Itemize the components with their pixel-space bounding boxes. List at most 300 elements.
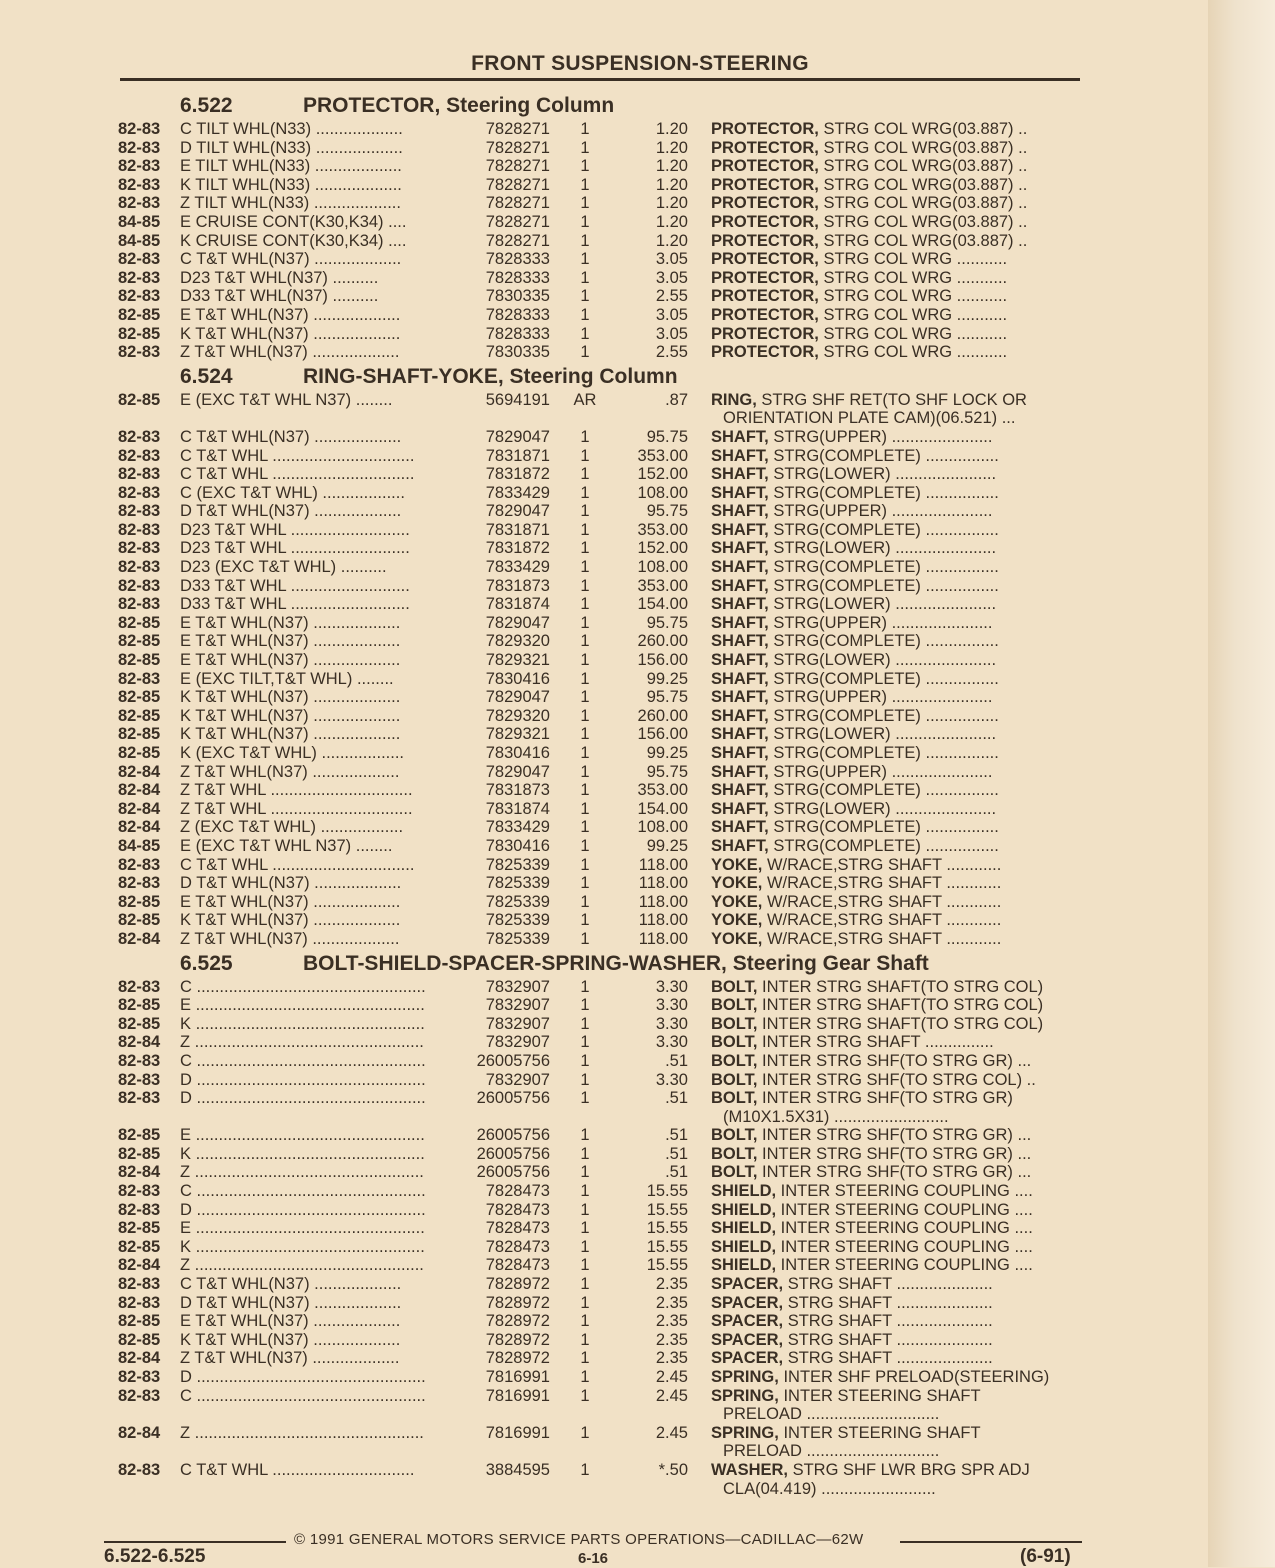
table-row (118, 250, 1080, 269)
section-title (118, 365, 1080, 391)
model-years: 82-83 (118, 120, 161, 138)
model-years: 82-85 (118, 632, 161, 651)
part-number: 7825339 (485, 911, 550, 930)
quantity: 1 (580, 911, 590, 930)
price: 3.30 (655, 996, 688, 1015)
application: E T&T WHL(N37) ................... (180, 632, 401, 651)
price: 2.35 (655, 1275, 688, 1294)
part-number: 7828972 (485, 1312, 550, 1331)
table-row (118, 651, 1080, 670)
application: Z .................................................. (180, 1256, 424, 1275)
application: K (EXC T&T WHL) .................. (180, 744, 405, 762)
description (711, 744, 1079, 763)
price: 95.75 (646, 427, 688, 446)
description (711, 930, 1079, 949)
description (711, 996, 1079, 1015)
section-name-main: PROTECTOR, (303, 94, 441, 117)
table-row (118, 670, 1080, 689)
table-row (118, 978, 1080, 997)
description-head: PROTECTOR, (711, 157, 819, 176)
part-number: 7832907 (485, 1070, 550, 1089)
description-head: RING, (711, 390, 757, 409)
part-number: 7832907 (485, 977, 550, 996)
description-head: SPRING, (711, 1423, 779, 1442)
description (711, 763, 1079, 782)
quantity: 1 (580, 465, 590, 484)
section-number: 6.524 (180, 364, 233, 388)
part-number: 7831872 (485, 539, 550, 558)
price: 99.25 (646, 836, 688, 855)
application: D T&T WHL(N37) ................... (180, 1293, 402, 1312)
description-text: STRG COL WRG(03.887) .. (818, 120, 1028, 138)
description-head: SHAFT, (711, 576, 769, 595)
description-continuation: PRELOAD ............................. (723, 1405, 940, 1424)
part-number: 7832907 (485, 1014, 550, 1033)
application: D23 T&T WHL(N37) .......... (180, 268, 379, 287)
application: Z T&T WHL(N37) ................... (180, 762, 400, 781)
model-years: 84-85 (118, 836, 161, 855)
description-text: STRG(LOWER) ...................... (768, 651, 997, 670)
model-years: 82-84 (118, 799, 161, 818)
part-number: 7833429 (485, 818, 550, 837)
description-head: SHIELD, (711, 1200, 777, 1219)
description (711, 800, 1079, 819)
description-head: SPACER, (711, 1275, 784, 1294)
table-row (118, 194, 1080, 213)
description-text: STRG(COMPLETE) ................ (768, 669, 999, 688)
application: C .................................................. (180, 1386, 426, 1405)
model-years: 82-83 (118, 427, 161, 446)
description-head: PROTECTOR, (711, 305, 819, 324)
model-years: 84-85 (118, 231, 161, 250)
footer-section-range: 6.522-6.525 (104, 1546, 206, 1567)
description-head: PROTECTOR, (711, 138, 819, 157)
table-row (118, 1312, 1080, 1331)
application: C .................................................. (180, 1182, 426, 1201)
application: E .................................................. (180, 1126, 425, 1145)
quantity: 1 (580, 929, 590, 948)
quantity: 1 (580, 268, 590, 287)
part-number: 7825339 (485, 892, 550, 911)
application: D33 T&T WHL .......................... (180, 576, 410, 595)
quantity: 1 (580, 669, 590, 688)
model-years: 82-85 (118, 1237, 161, 1256)
model-years: 82-85 (118, 651, 161, 670)
table-row (118, 325, 1080, 344)
price: 15.55 (646, 1219, 688, 1238)
quantity: 1 (580, 483, 590, 502)
application: K T&T WHL(N37) ................... (180, 1330, 401, 1349)
price: 152.00 (637, 539, 688, 558)
application: D .................................................. (180, 1368, 426, 1386)
description (711, 502, 1079, 521)
price: 2.35 (655, 1349, 688, 1368)
model-years: 82-84 (118, 781, 161, 800)
description (711, 1033, 1079, 1052)
description-text: INTER STEERING COUPLING .... (776, 1219, 1033, 1238)
part-number: 7832907 (485, 996, 550, 1015)
application: K T&T WHL(N37) ................... (180, 324, 401, 343)
table-row (118, 1182, 1080, 1201)
part-number: 7829321 (485, 651, 550, 670)
description-head: BOLT, (711, 1051, 758, 1070)
footer-copyright: © 1991 GENERAL MOTORS SERVICE PARTS OPERATIONS—CADILLAC—62W (294, 1531, 864, 1548)
table-row (118, 157, 1080, 176)
application: K .................................................. (180, 1144, 425, 1163)
description-continuation-row (118, 409, 1080, 428)
table-row (118, 287, 1080, 306)
description-text: INTER STRG SHAFT ............... (757, 1033, 994, 1052)
price: *.50 (658, 1460, 688, 1479)
description-head: SHAFT, (711, 669, 769, 688)
price: 2.45 (655, 1423, 688, 1442)
table-row (118, 176, 1080, 195)
price: 108.00 (637, 483, 688, 502)
model-years: 82-83 (118, 250, 161, 269)
description-text: STRG COL WRG(03.887) .. (818, 194, 1028, 213)
price: 1.20 (655, 212, 688, 231)
table-row (118, 632, 1080, 651)
application: Z T&T WHL(N37) ................... (180, 1349, 400, 1368)
price: 154.00 (637, 595, 688, 614)
section-name-main: BOLT-SHIELD-SPACER-SPRING-WASHER, (303, 951, 727, 975)
price: 15.55 (646, 1200, 688, 1219)
description-text: INTER STRG SHAFT(TO STRG COL) (757, 1014, 1044, 1033)
table-row (118, 707, 1080, 726)
part-number: 7828271 (485, 175, 550, 194)
model-years: 82-83 (118, 855, 161, 874)
model-years: 82-83 (118, 558, 161, 577)
application: D33 T&T WHL .......................... (180, 595, 410, 614)
description-head: SPRING, (711, 1368, 779, 1386)
model-years: 82-85 (118, 688, 161, 707)
model-years: 82-85 (118, 996, 161, 1015)
model-years: 82-84 (118, 1163, 161, 1182)
description (711, 1461, 1079, 1480)
quantity: 1 (580, 287, 590, 306)
description-head: SHAFT, (711, 465, 769, 484)
quantity: 1 (580, 1349, 590, 1368)
description-head: WASHER, (711, 1460, 789, 1479)
description-head: BOLT, (711, 1089, 758, 1108)
table-row (118, 1256, 1080, 1275)
description (711, 651, 1079, 670)
description-head: SPACER, (711, 1330, 784, 1349)
description-text: STRG(LOWER) ...................... (768, 799, 997, 818)
description-continuation-row (118, 1480, 1080, 1499)
model-years: 82-83 (118, 539, 161, 558)
table-row (118, 874, 1080, 893)
description-text: STRG(COMPLETE) ................ (768, 744, 999, 762)
part-number: 7831873 (485, 576, 550, 595)
price: 1.20 (655, 157, 688, 176)
quantity: 1 (580, 558, 590, 577)
description (711, 632, 1079, 651)
table-row (118, 1219, 1080, 1238)
application: E CRUISE CONT(K30,K34) .... (180, 212, 407, 231)
footer-page-number: 6-16 (578, 1550, 609, 1567)
price: 2.35 (655, 1293, 688, 1312)
quantity: 1 (580, 120, 590, 138)
description-head: SPACER, (711, 1293, 784, 1312)
part-number: 26005756 (476, 1051, 550, 1070)
table-row (118, 1331, 1080, 1350)
model-years: 82-83 (118, 874, 161, 893)
part-number: 7828333 (485, 268, 550, 287)
section-name (303, 365, 678, 389)
model-years: 82-83 (118, 175, 161, 194)
model-years: 82-83 (118, 1051, 161, 1070)
model-years: 82-84 (118, 1033, 161, 1052)
table-row (118, 1126, 1080, 1145)
application: Z .................................................. (180, 1033, 424, 1052)
part-number: 7816991 (485, 1386, 550, 1405)
quantity: 1 (580, 725, 590, 744)
quantity: 1 (580, 818, 590, 837)
quantity: 1 (580, 1126, 590, 1145)
quantity: 1 (580, 1051, 590, 1070)
quantity: 1 (580, 744, 590, 762)
part-number: 7829047 (485, 427, 550, 446)
part-number: 7829047 (485, 762, 550, 781)
description-continuation-row (118, 1405, 1080, 1424)
part-number: 7829320 (485, 632, 550, 651)
quantity: 1 (580, 1293, 590, 1312)
application: Z T&T WHL(N37) ................... (180, 929, 400, 948)
footer-rule-right (900, 1541, 1082, 1543)
description-text: INTER STEERING COUPLING .... (776, 1200, 1033, 1219)
description (711, 978, 1079, 997)
section-title (118, 952, 1080, 978)
quantity: 1 (580, 1182, 590, 1201)
table-row (118, 911, 1080, 930)
description-head: SHAFT, (711, 446, 769, 465)
price: 353.00 (637, 520, 688, 539)
description-head: SHAFT, (711, 799, 769, 818)
part-number: 7833429 (485, 483, 550, 502)
description (711, 1349, 1079, 1368)
price: 2.35 (655, 1312, 688, 1331)
price: 95.75 (646, 688, 688, 707)
application: C TILT WHL(N33) ................... (180, 120, 403, 138)
quantity: 1 (580, 799, 590, 818)
application: C T&T WHL(N37) ................... (180, 250, 402, 269)
description-text: STRG COL WRG ........... (818, 287, 1008, 306)
application: Z T&T WHL ............................... (180, 781, 413, 800)
price: 1.20 (655, 231, 688, 250)
description (711, 595, 1079, 614)
description-text: STRG COL WRG ........... (818, 324, 1008, 343)
description-text: INTER STEERING SHAFT (778, 1423, 981, 1442)
description-head: PROTECTOR, (711, 324, 819, 343)
part-number: 7828473 (485, 1182, 550, 1201)
price: 260.00 (637, 706, 688, 725)
table-row (118, 484, 1080, 503)
application: E T&T WHL(N37) ................... (180, 651, 401, 670)
application: C T&T WHL(N37) ................... (180, 427, 402, 446)
price: .51 (665, 1089, 688, 1108)
table-row (118, 1294, 1080, 1313)
description (711, 911, 1079, 930)
quantity: 1 (580, 343, 590, 362)
description (711, 614, 1079, 633)
price: 156.00 (637, 651, 688, 670)
application: C T&T WHL ............................... (180, 855, 415, 874)
table-row (118, 1275, 1080, 1294)
price: 156.00 (637, 725, 688, 744)
application: K TILT WHL(N33) ................... (180, 175, 402, 194)
description-head: SHAFT, (711, 688, 769, 707)
description-head: SHAFT, (711, 651, 769, 670)
table-row (118, 800, 1080, 819)
application: Z .................................................. (180, 1163, 424, 1182)
price: 15.55 (646, 1182, 688, 1201)
description-text: STRG(COMPLETE) ................ (768, 818, 999, 837)
model-years: 82-84 (118, 1256, 161, 1275)
part-number: 7832907 (485, 1033, 550, 1052)
section-title (118, 94, 1080, 120)
description (711, 707, 1079, 726)
description-text: STRG COL WRG ........... (818, 250, 1008, 269)
table-row (118, 1424, 1080, 1443)
price: .87 (665, 390, 688, 409)
table-row (118, 306, 1080, 325)
description (711, 670, 1079, 689)
price: 15.55 (646, 1256, 688, 1275)
price: 2.45 (655, 1386, 688, 1405)
part-number: 7828271 (485, 157, 550, 176)
table-row (118, 1089, 1080, 1108)
description (711, 1126, 1079, 1145)
header-rule (120, 78, 1080, 81)
section-name (303, 94, 614, 118)
description-text: STRG COL WRG(03.887) .. (818, 157, 1028, 176)
description-text: INTER STEERING COUPLING .... (776, 1182, 1033, 1201)
description-head: SHAFT, (711, 595, 769, 614)
part-number: 7828972 (485, 1330, 550, 1349)
description-head: BOLT, (711, 1014, 758, 1033)
table-row (118, 818, 1080, 837)
section-name-sub: Steering Gear Shaft (732, 951, 929, 975)
description (711, 287, 1079, 306)
description-head: PROTECTOR, (711, 287, 819, 306)
quantity: 1 (580, 1423, 590, 1442)
description-head: SHAFT, (711, 558, 769, 577)
footer-rule-left (104, 1541, 286, 1543)
application: K T&T WHL(N37) ................... (180, 725, 401, 744)
model-years: 82-83 (118, 1460, 161, 1479)
table-row (118, 856, 1080, 875)
description-text: STRG(COMPLETE) ................ (768, 781, 999, 800)
quantity: 1 (580, 324, 590, 343)
part-number: 7831873 (485, 781, 550, 800)
description (711, 250, 1079, 269)
quantity: 1 (580, 1089, 590, 1108)
quantity: 1 (580, 1460, 590, 1479)
table-row (118, 744, 1080, 763)
model-years: 82-83 (118, 446, 161, 465)
description-text: STRG COL WRG(03.887) .. (818, 231, 1028, 250)
page-edge (1208, 0, 1275, 1567)
part-number: 7828271 (485, 120, 550, 138)
description-text: INTER STRG SHF(TO STRG GR) ... (757, 1051, 1032, 1070)
part-number: 7829047 (485, 688, 550, 707)
description-text: W/RACE,STRG SHAFT ............ (762, 855, 1002, 874)
part-number: 7830335 (485, 287, 550, 306)
quantity: 1 (580, 706, 590, 725)
price: .51 (665, 1126, 688, 1145)
price: 95.75 (646, 502, 688, 521)
description-head: SHIELD, (711, 1237, 777, 1256)
application: D T&T WHL(N37) ................... (180, 502, 402, 521)
table-row (118, 1071, 1080, 1090)
quantity: 1 (580, 194, 590, 213)
description-text: INTER STRG SHAFT(TO STRG COL) (757, 977, 1044, 996)
table-row (118, 1052, 1080, 1071)
application: C .................................................. (180, 977, 426, 996)
description (711, 781, 1079, 800)
application: E (EXC T&T WHL N37) ........ (180, 390, 393, 409)
description-text: INTER STEERING COUPLING .... (776, 1256, 1033, 1275)
description-head: SHIELD, (711, 1182, 777, 1201)
price: 3.05 (655, 305, 688, 324)
application: E T&T WHL(N37) ................... (180, 305, 401, 324)
description (711, 1238, 1079, 1257)
description (711, 725, 1079, 744)
description (711, 1275, 1079, 1294)
part-number: 7831871 (485, 520, 550, 539)
model-years: 82-83 (118, 1275, 161, 1294)
part-number: 7831871 (485, 446, 550, 465)
table-row (118, 465, 1080, 484)
table-row (118, 595, 1080, 614)
description (711, 1052, 1079, 1071)
part-number: 7828972 (485, 1275, 550, 1294)
model-years: 82-84 (118, 818, 161, 837)
application: E TILT WHL(N33) ................... (180, 157, 402, 176)
description-head: BOLT, (711, 1163, 758, 1182)
part-number: 7828972 (485, 1349, 550, 1368)
description-text: STRG(COMPLETE) ................ (768, 520, 999, 539)
description-head: SHAFT, (711, 762, 769, 781)
page-header: FRONT SUSPENSION-STEERING (471, 52, 809, 75)
model-years: 82-85 (118, 911, 161, 930)
quantity: 1 (580, 1312, 590, 1331)
price: 260.00 (637, 632, 688, 651)
part-number: 7830416 (485, 836, 550, 855)
price: 118.00 (638, 892, 688, 911)
application: C T&T WHL ............................... (180, 446, 415, 465)
application: E (EXC T&T WHL N37) ........ (180, 836, 393, 855)
model-years: 82-85 (118, 706, 161, 725)
description (711, 688, 1079, 707)
quantity: 1 (580, 539, 590, 558)
model-years: 82-84 (118, 1349, 161, 1368)
description-text: INTER STRG SHF(TO STRG GR) ... (757, 1144, 1032, 1163)
table-row (118, 1015, 1080, 1034)
description (711, 1219, 1079, 1238)
price: 3.05 (655, 324, 688, 343)
description (711, 558, 1079, 577)
section-name (303, 952, 929, 976)
price: 353.00 (637, 781, 688, 800)
description-continuation: (M10X1.5X31) ......................... (723, 1107, 949, 1126)
description (711, 1163, 1079, 1182)
part-number: 7828972 (485, 1293, 550, 1312)
table-row (118, 1387, 1080, 1406)
part-number: 7828473 (485, 1237, 550, 1256)
description-text: STRG(LOWER) ...................... (768, 595, 997, 614)
